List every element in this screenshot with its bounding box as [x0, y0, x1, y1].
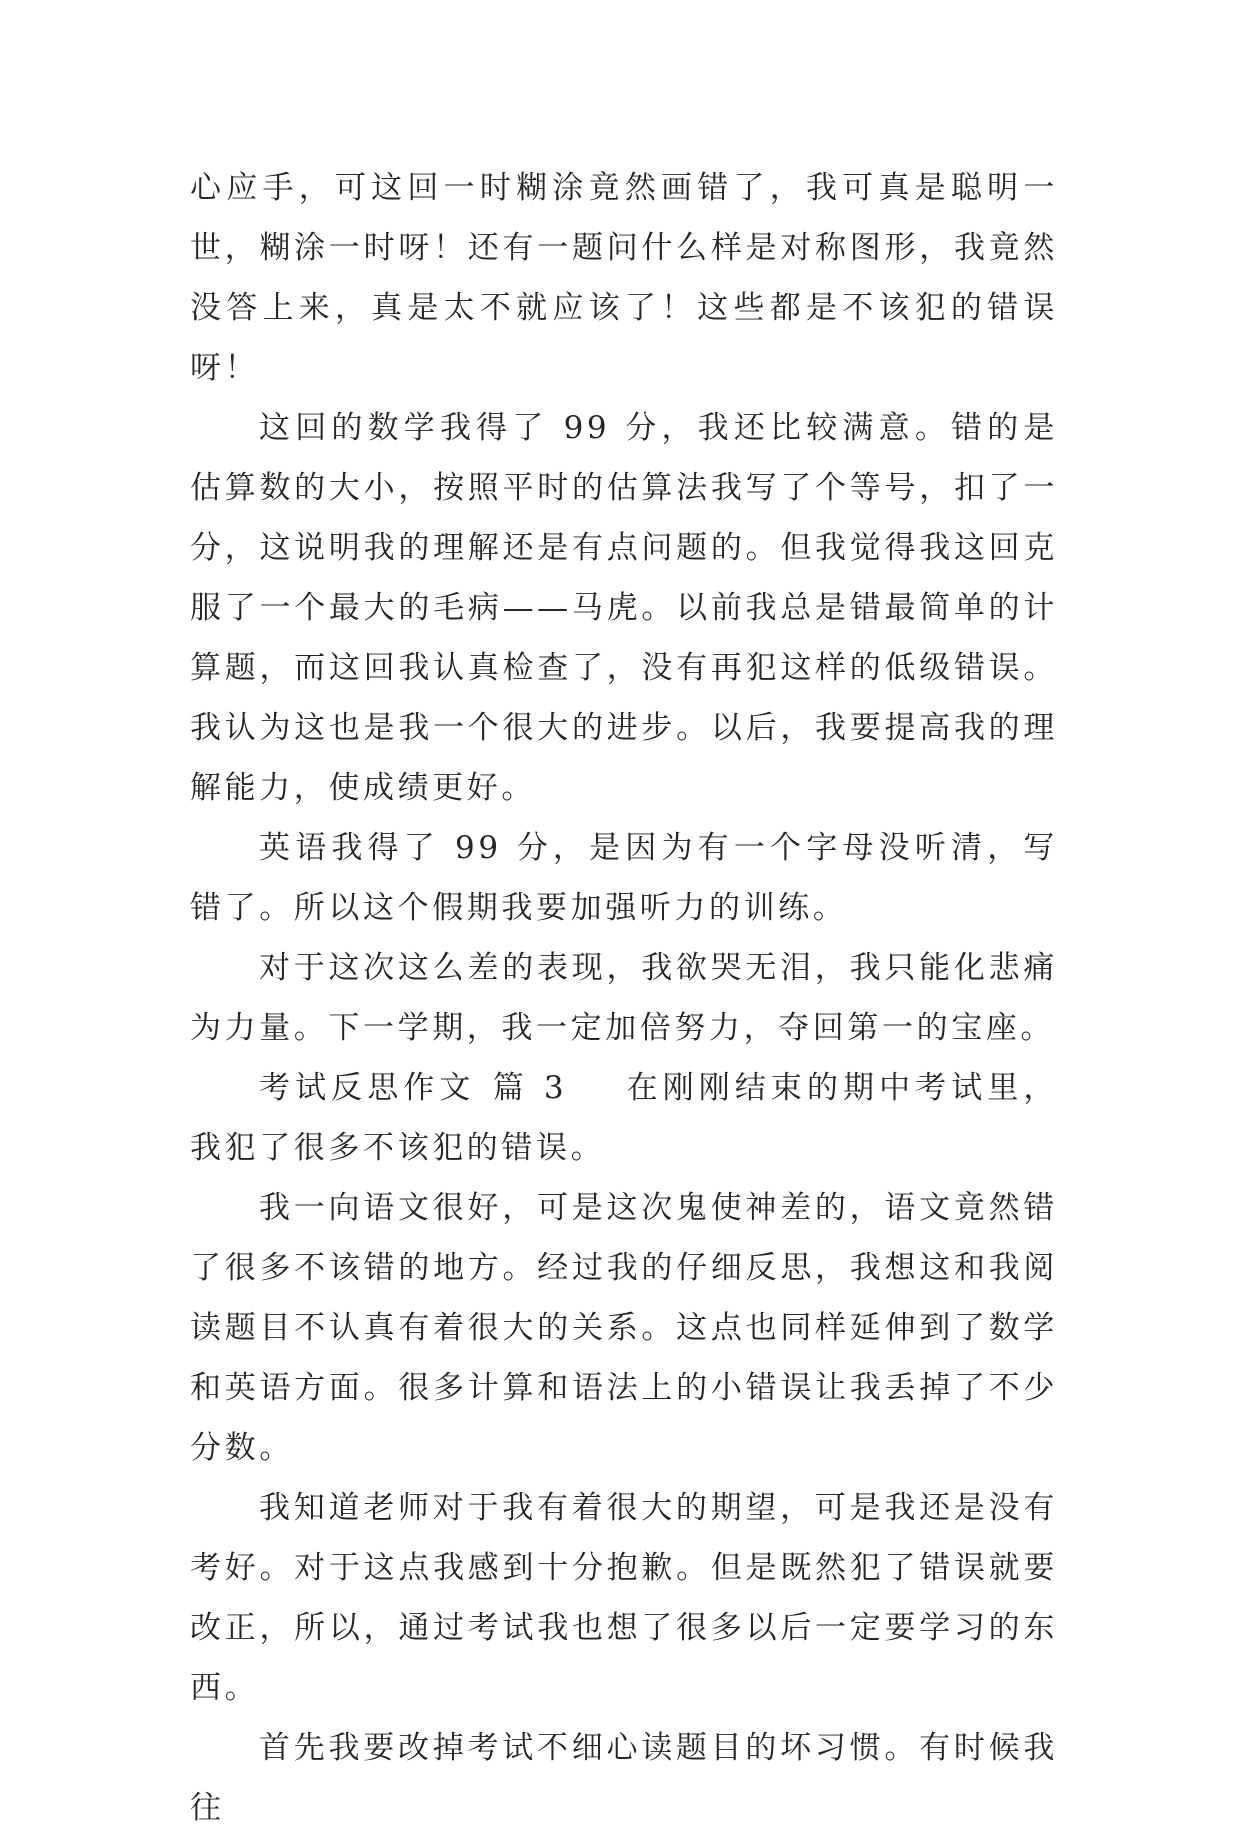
paragraph-6: 我一向语文很好，可是这次鬼使神差的，语文竟然错了很多不该错的地方。经过我的仔细反思，我想这和我阅读题目不认真有着很大的关系。这点也同样延伸到了数学和英语方面。很多计算和语法上的小错误让我丢掉了不少分数。 [190, 1190, 1058, 1466]
essay-section-number: 篇 3 [491, 1070, 568, 1106]
paragraph-5-text: 在刚刚结束的期中考试里，我犯了很多不该犯的错误。 [190, 1070, 1058, 1166]
paragraph-4: 对于这次这么差的表现，我欲哭无泪，我只能化悲痛为力量。下一学期，我一定加倍努力，夺回第一的宝座。 [190, 950, 1058, 1046]
paragraph-2: 这回的数学我得了 99 分，我还比较满意。错的是估算数的大小，按照平时的估算法我写了个等号，扣了一分，这说明我的理解还是有点问题的。但我觉得我这回克服了一个最大的毛病——马虎。以前我总是错最简单的计算题，而这回我认真检查了，没有再犯这样的低级错误。我认为这也是我一个很大的进步。以后，我要提高我的理解能力，使成绩更好。 [190, 410, 1058, 806]
paragraph-1: 心应手，可这回一时糊涂竟然画错了，我可真是聪明一世，糊涂一时呀！还有一题问什么样是对称图形，我竟然没答上来，真是太不就应该了！这些都是不该犯的错误呀！ [190, 170, 1058, 386]
paragraph-8: 首先我要改掉考试不细心读题目的坏习惯。有时候我往 [190, 1730, 1058, 1826]
paragraph-3: 英语我得了 99 分，是因为有一个字母没听清，写错了。所以这个假期我要加强听力的训练。 [190, 830, 1058, 926]
paragraph-7: 我知道老师对于我有着很大的期望，可是我还是没有考好。对于这点我感到十分抱歉。但是既然犯了错误就要改正，所以，通过考试我也想了很多以后一定要学习的东西。 [190, 1490, 1058, 1706]
paragraph-5 [190, 1058, 1058, 1178]
essay-heading: 考试反思作文 [259, 1070, 476, 1106]
document-body [190, 158, 1058, 1838]
